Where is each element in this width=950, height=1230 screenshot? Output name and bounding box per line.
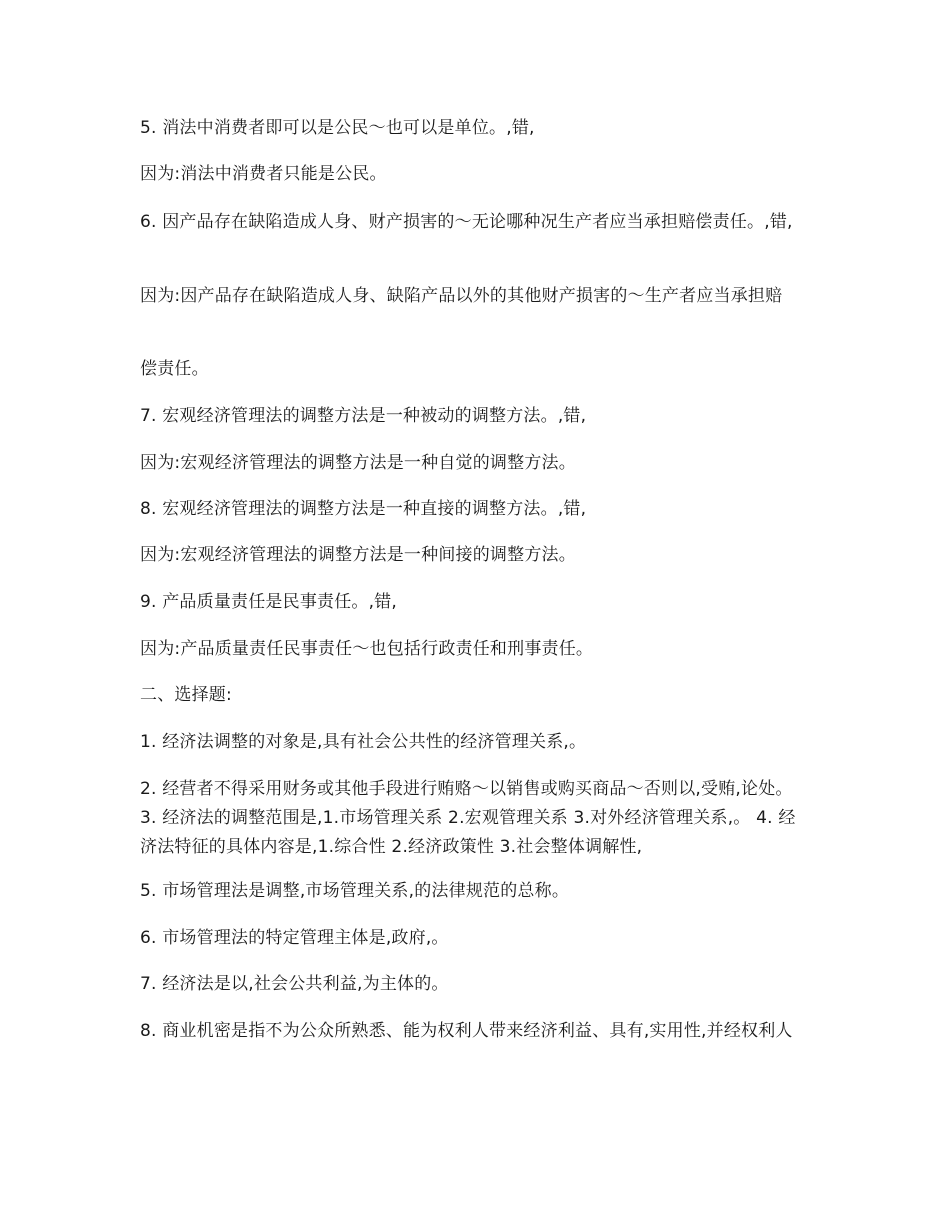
paragraph-reason-8: 因为:宏观经济管理法的调整方法是一种间接的调整方法。: [140, 545, 576, 565]
paragraph-choice-8: 8. 商业机密是指不为公众所熟悉、能为权利人带来经济利益、具有,实用性,并经权利人: [140, 1021, 793, 1041]
paragraph-choice-1: 1. 经济法调整的对象是,具有社会公共性的经济管理关系,。: [140, 732, 587, 752]
paragraph-reason-5: 因为:消法中消费者只能是公民。: [140, 164, 387, 184]
paragraph-choice-7: 7. 经济法是以,社会公共利益,为主体的。: [140, 974, 449, 994]
paragraph-true-false-5: 5. 消法中消费者即可以是公民～也可以是单位。,错,: [140, 118, 535, 138]
paragraph-choice-6: 6. 市场管理法的特定管理主体是,政府,。: [140, 928, 449, 948]
paragraph-reason-6: 因为:因产品存在缺陷造成人身、缺陷产品以外的其他财产损害的～生产者应当承担赔: [140, 286, 783, 306]
paragraph-true-false-6: 6. 因产品存在缺陷造成人身、财产损害的～无论哪种况生产者应当承担赔偿责任。,错,: [140, 212, 793, 232]
paragraph-true-false-7: 7. 宏观经济管理法的调整方法是一种被动的调整方法。,错,: [140, 406, 587, 426]
paragraph-reason-9: 因为:产品质量责任民事责任～也包括行政责任和刑事责任。: [140, 639, 594, 659]
paragraph-true-false-8: 8. 宏观经济管理法的调整方法是一种直接的调整方法。,错,: [140, 499, 587, 519]
paragraph-true-false-9: 9. 产品质量责任是民事责任。,错,: [140, 592, 398, 612]
section-heading-choice-questions: 二、选择题:: [140, 685, 232, 705]
paragraph-reason-7: 因为:宏观经济管理法的调整方法是一种自觉的调整方法。: [140, 453, 576, 473]
paragraph-reason-6-continued: 偿责任。: [140, 359, 209, 379]
paragraph-choice-2-4: 2. 经营者不得采用财务或其他手段进行贿赂～以销售或购买商品～否则以,受贿,论处。 3. 经济法的调整范围是,1.市场管理关系 2.宏观管理关系 3.对外经济管理关系,。 4. 经济法特征的具体内容是,1.综合性 2.经济政策性 3.社会整体调解性,: [140, 779, 796, 857]
paragraph-choice-5: 5. 市场管理法是调整,市场管理关系,的法律规范的总称。: [140, 881, 570, 901]
